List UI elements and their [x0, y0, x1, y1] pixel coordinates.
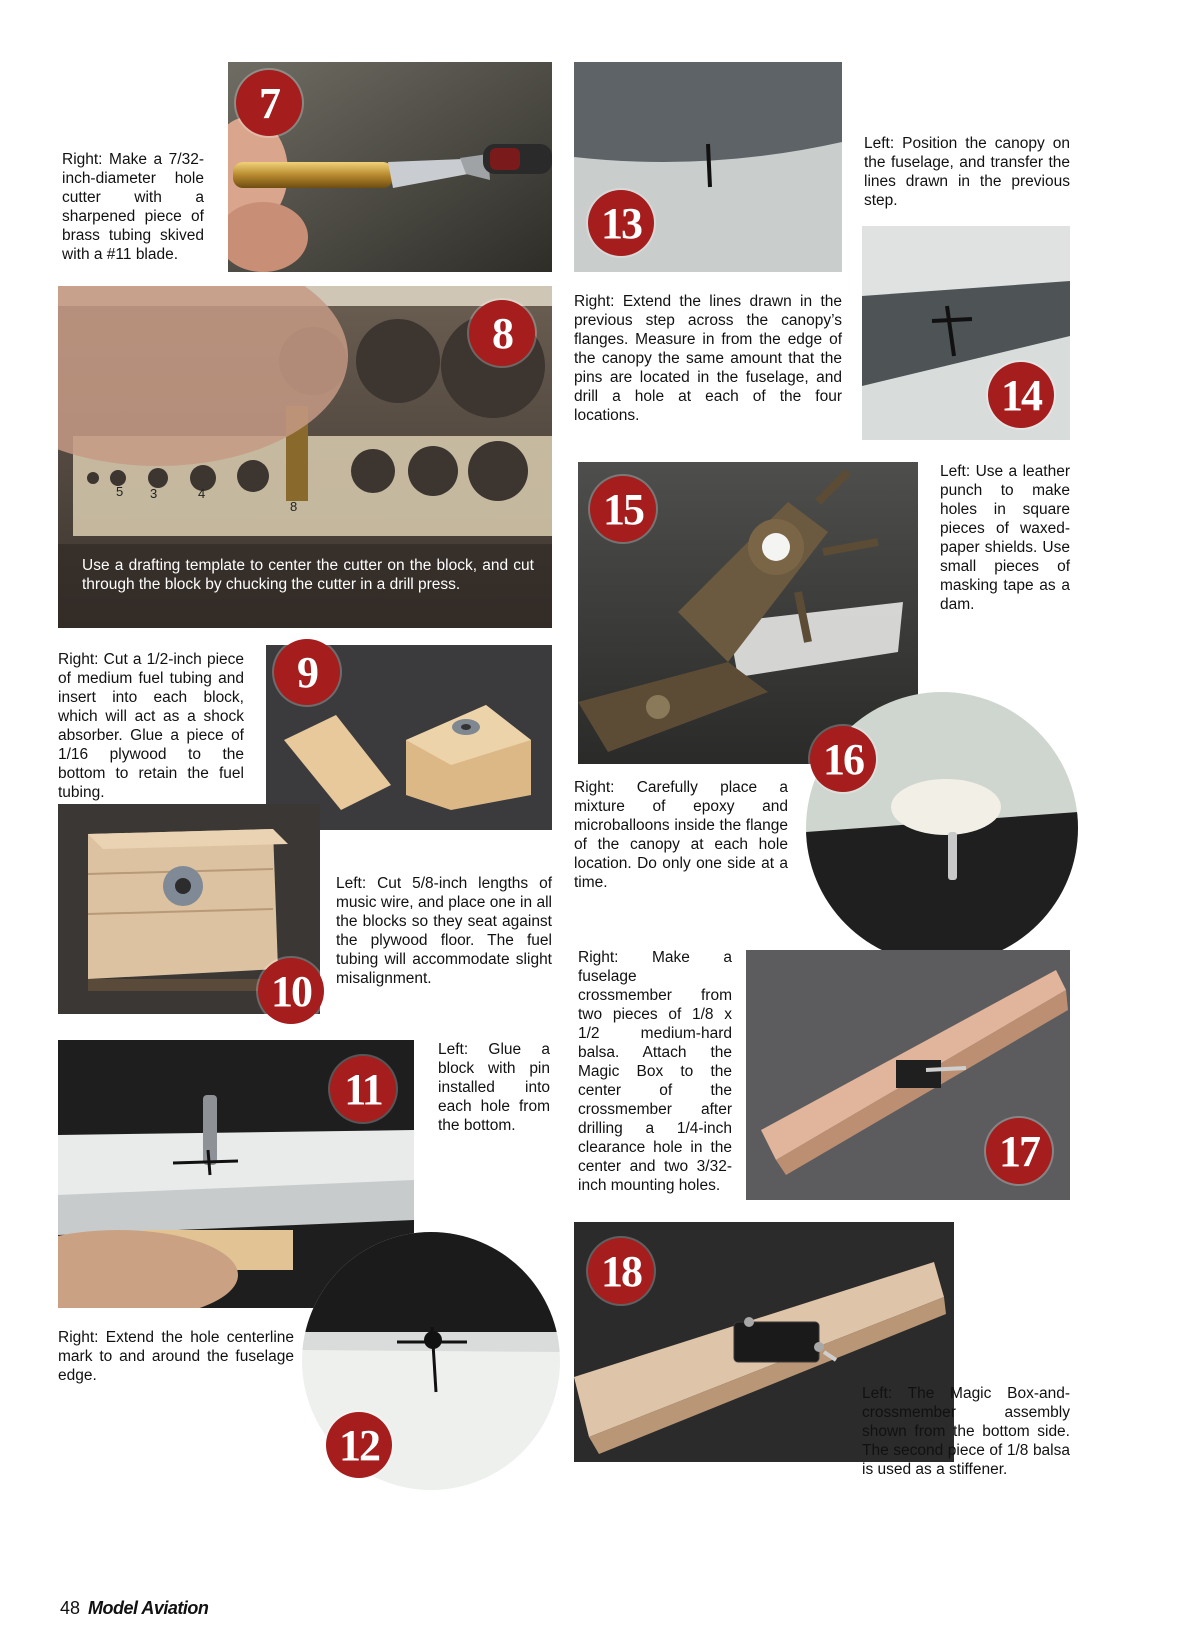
step-badge-18: 18 [588, 1238, 654, 1304]
caption-step-14: Right: Extend the lines drawn in the previous step across the canopy’s flanges. Measure in from the edge of the canopy the same amount that the pins are located in the fuselage, and drill a hole at each of the four locations. [574, 293, 842, 424]
step-badge-10: 10 [258, 958, 324, 1024]
caption-step-11: Left: Glue a block with pin installed into each hole from the bottom. [438, 1041, 550, 1134]
template-digit: 3 [150, 486, 158, 501]
caption-step-13: Left: Position the canopy on the fuselage, and transfer the lines drawn in the previous step. [864, 135, 1070, 209]
template-digit: 5 [116, 484, 124, 499]
template-digit: 8 [290, 499, 298, 514]
magazine-name: Model Aviation [88, 1598, 209, 1618]
step-badge-13: 13 [588, 190, 654, 256]
caption-step-10: Left: Cut 5/8-inch lengths of music wire, and place one in all the blocks so they seat against the plywood floor. The fuel tubing will accommodate slight misalignment. [336, 875, 552, 987]
caption-step-18: Left: The Magic Box-and-crossmember assembly shown from the bottom side. The second piece of 1/8 balsa is used as a stiffener. [862, 1385, 1070, 1478]
step-badge-11: 11 [330, 1056, 396, 1122]
step-badge-14: 14 [988, 362, 1054, 428]
caption-step-7: Right: Make a 7/32-inch-diameter hole cutter with a sharpened piece of brass tubing skived with a #11 blade. [62, 151, 204, 263]
caption-step-16: Right: Carefully place a mixture of epoxy and microballoons inside the flange of the canopy at each hole location. Do only one side at a time. [574, 779, 788, 891]
caption-step-15: Left: Use a leather punch to make holes in square pieces of waxed-paper shields. Use small pieces of masking tape as a dam. [940, 463, 1070, 613]
page-number: 48 [60, 1598, 81, 1618]
caption-step-17: Right: Make a fuselage crossmember from two pieces of 1/8 x 1/2 medium-hard balsa. Attach the Magic Box to the center of the crossmember after drilling a 1/4-inch clearance hole in the center and two 3/32-inch mounting holes. [578, 949, 732, 1194]
caption-step-12: Right: Extend the hole centerline mark to and around the fuselage edge. [58, 1329, 294, 1384]
caption-step-9: Right: Cut a 1/2-inch piece of medium fuel tubing and insert into each block, which will act as a shock absorber. Glue a piece of 1/16 plywood to the bottom to retain the fuel tubing. [58, 651, 244, 801]
step-badge-7: 7 [236, 70, 302, 136]
step-badge-9: 9 [274, 639, 340, 705]
step-badge-17: 17 [986, 1118, 1052, 1184]
step-badge-8: 8 [469, 300, 535, 366]
template-digit: 4 [198, 486, 206, 501]
step-badge-12: 12 [326, 1412, 392, 1478]
page-footer [60, 1598, 208, 1619]
caption-step-8: Use a drafting template to center the cutter on the block, and cut through the block by chucking the cutter in a drill press. [82, 557, 534, 593]
step-badge-16: 16 [810, 726, 876, 792]
step-badge-15: 15 [590, 476, 656, 542]
